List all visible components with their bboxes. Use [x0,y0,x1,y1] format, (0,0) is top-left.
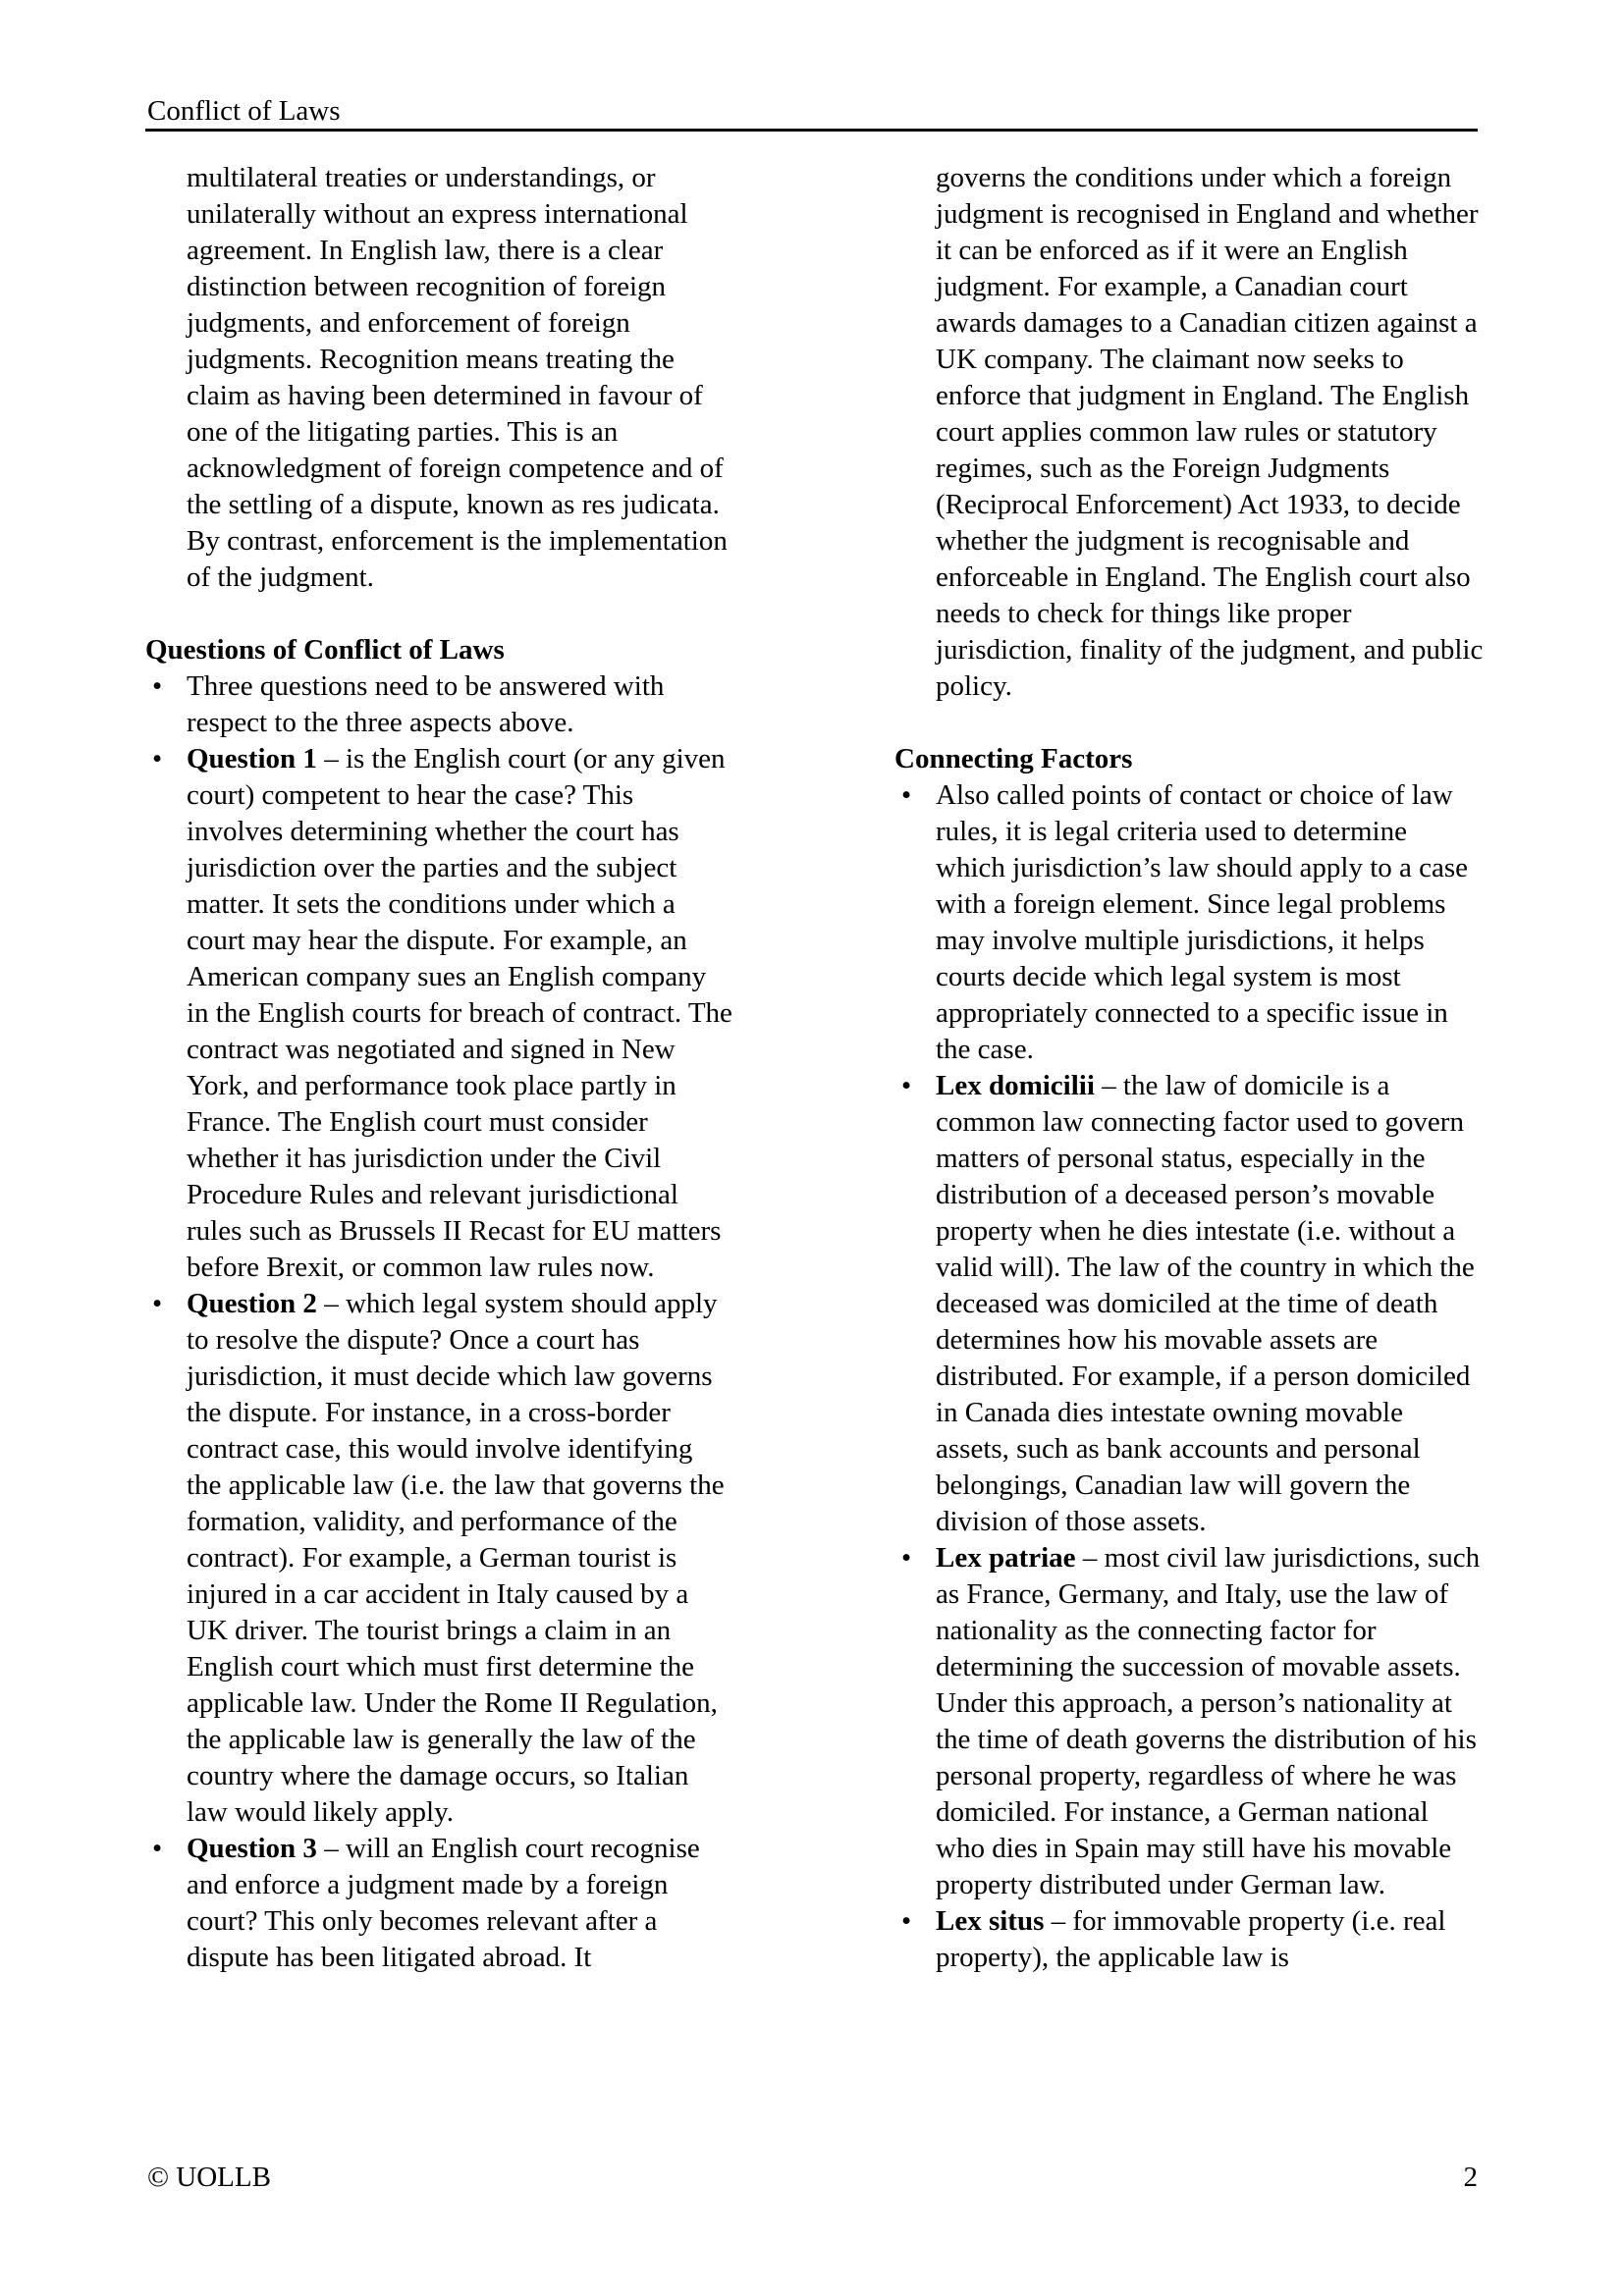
bullet-text: – for immovable property (i.e. real property), the applicable law is [936,1905,1446,1973]
list-item [894,1903,1484,1976]
header-rule [145,129,1478,132]
bullet-text: – will an English court recognise and enforce a judgment made by a foreign court? This only becomes relevant after a dispute has been litigated abroad. It [187,1833,700,1973]
right-column [894,160,1484,1976]
bullet-icon: • [901,779,912,811]
bullet-icon: • [152,670,163,702]
list-item [145,1286,734,1831]
list-item [894,1068,1484,1540]
bullet-icon: • [901,1905,912,1937]
list-item [894,1540,1484,1903]
bullet-icon: • [901,1070,912,1101]
bullet-lead: Lex situs [936,1905,1045,1937]
bullet-text: Also called points of contact or choice of law rules, it is legal criteria used to determine which jurisdiction’s law should apply to a case with a foreign element. Since legal problems may involve multiple jurisdictions, it helps courts decide which legal system is most appropriately connected to a specific issue in the case. [936,779,1469,1065]
paragraph: governs the conditions under which a foreign judgment is recognised in England and whether it can be enforced as if it were an English judgment. For example, a Canadian court awards damages to a Canadian citizen against a UK company. The claimant now seeks to enforce that judgment in England. The English court applies common law rules or statutory regimes, such as the Foreign Judgments (Reciprocal Enforcement) Act 1933, to decide whether the judgment is recognisable and enforceable in England. The English court also needs to check for things like proper jurisdiction, finality of the judgment, and public policy. [936,162,1484,702]
list-item [145,741,734,1286]
bullet-lead: Question 2 [187,1288,317,1319]
bullet-text: – is the English court (or any given court) competent to hear the case? This involves determining whether the court has jurisdiction over the parties and the subject matter. It sets the conditions under which a court may hear the dispute. For example, an American company sues an English company in the English courts for breach of contract. The contract was negotiated and signed in New York, and performance took place partly in France. The English court must consider whether it has jurisdiction under the Civil Procedure Rules and relevant jurisdictional rules such as Brussels II Recast for EU matters before Brexit, or common law rules now. [187,743,732,1283]
section-heading: Questions of Conflict of Laws [145,634,505,666]
list-item [145,1831,734,1976]
copyright-text: © UOLLB [147,2162,271,2193]
bullet-icon: • [152,1288,163,1319]
two-column-body [145,160,1484,1976]
bullet-lead: Question 1 [187,743,317,774]
bullet-text: – most civil law jurisdictions, such as France, Germany, and Italy, use the law of nationality as the connecting factor for determining the succession of movable assets. Under this approach, a person’s nationality at the time of death governs the distribution of his personal property, regardless of where he was domiciled. For instance, a German national who dies in Spain may still have his movable property distributed under German law. [936,1542,1481,1900]
bullet-icon: • [152,743,163,774]
bullet-lead: Lex domicilii [936,1070,1095,1101]
section-heading: Connecting Factors [894,743,1133,774]
page-number: 2 [1463,2162,1478,2193]
bullet-lead: Question 3 [187,1833,317,1864]
left-column [145,160,734,1976]
bullet-text: – which legal system should apply to resolve the dispute? Once a court has jurisdiction, it must decide which law governs the dispute. For instance, in a cross-border contract case, this would involve identifying the applicable law (i.e. the law that governs the formation, validity, and performance of the contract). For example, a German tourist is injured in a car accident in Italy caused by a UK driver. The tourist brings a claim in an English court which must first determine the applicable law. Under the Rome II Regulation, the applicable law is generally the law of the country where the damage occurs, so Italian law would likely apply. [187,1288,725,1828]
list-item [145,668,734,741]
list-item [894,777,1484,1068]
bullet-text: Three questions need to be answered with respect to the three aspects above. [187,670,665,738]
bullet-text: – the law of domicile is a common law connecting factor used to govern matters of personal status, especially in the distribution of a deceased person’s movable property when he dies intestate (i.e. without a valid will). The law of the country in which the deceased was domiciled at the time of death determines how his movable assets are distributed. For example, if a person domiciled in Canada dies intestate owning movable assets, such as bank accounts and personal belongings, Canadian law will govern the division of those assets. [936,1070,1475,1537]
bullet-icon: • [152,1833,163,1864]
page-header-title: Conflict of Laws [147,95,341,127]
paragraph: multilateral treaties or understandings, or unilaterally without an express international agreement. In English law, there is a clear distinction between recognition of foreign judgments, and enforcement of foreign judgments. Recognition means treating the claim as having been determined in favour of one of the litigating parties. This is an acknowledgment of foreign competence and of the settling of a dispute, known as res judicata. By contrast, enforcement is the implementation of the judgment. [187,162,728,593]
bullet-lead: Lex patriae [936,1542,1076,1574]
bullet-icon: • [901,1542,912,1574]
